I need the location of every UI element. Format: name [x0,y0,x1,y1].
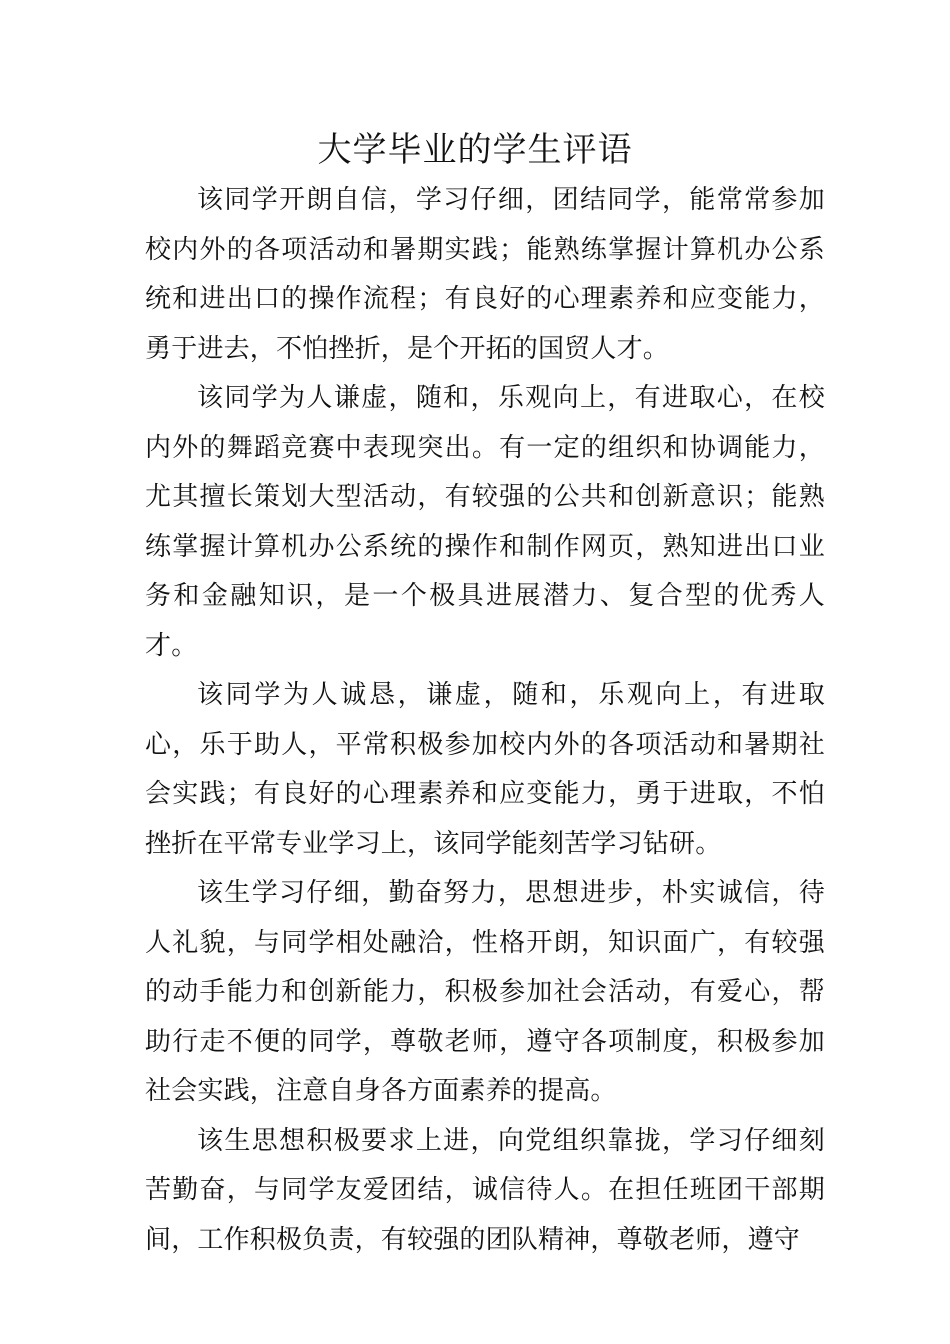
document-title: 大学毕业的学生评语 [317,130,633,170]
paragraph-2: 该同学为人谦虚，随和，乐观向上，有进取心，在校内外的舞蹈竞赛中表现突出。有一定的组织和协调能力，尤其擅长策划大型活动，有较强的公共和创新意识；能熟练掌握计算机办公系统的操作和制作网页，熟知进出口业务和金融知识，是一个极具进展潜力、复合型的优秀人才。 [145,383,825,661]
paragraph-5: 该生思想积极要求上进，向党组织靠拢，学习仔细刻苦勤奋，与同学友爱团结，诚信待人。在担任班团干部期间，工作积极负责，有较强的团队精神，尊敬老师，遵守 [145,1125,825,1255]
paragraph-3: 该同学为人诚恳，谦虚，随和，乐观向上，有进取心，乐于助人，平常积极参加校内外的各项活动和暑期社会实践；有良好的心理素养和应变能力，勇于进取，不怕挫折在平常专业学习上，该同学能刻苦学习钻研。 [145,680,825,859]
document-body [145,176,825,1265]
paragraph-4: 该生学习仔细，勤奋努力，思想进步，朴实诚信，待人礼貌，与同学相处融洽，性格开朗，知识面广，有较强的动手能力和创新能力，积极参加社会活动，有爱心，帮助行走不便的同学，尊敬老师，遵守各项制度，积极参加社会实践，注意自身各方面素养的提高。 [145,878,825,1106]
paragraph-1: 该同学开朗自信，学习仔细，团结同学，能常常参加校内外的各项活动和暑期实践；能熟练掌握计算机办公系统和进出口的操作流程；有良好的心理素养和应变能力，勇于进去，不怕挫折，是个开拓的国贸人才。 [145,185,825,364]
